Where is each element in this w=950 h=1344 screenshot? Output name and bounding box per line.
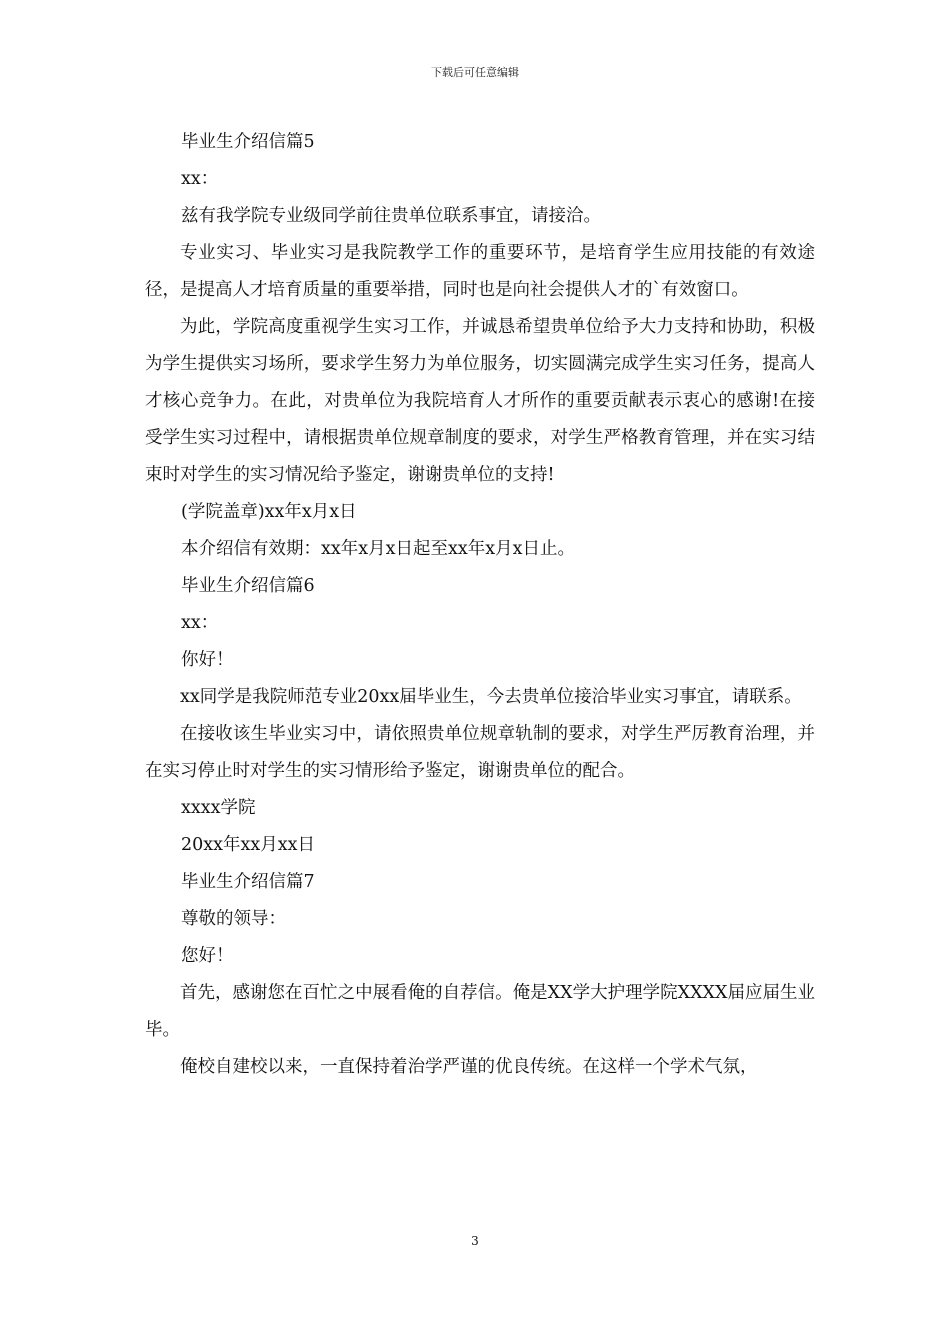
section-title-5: 毕业生介绍信篇5: [181, 132, 315, 152]
paragraph: 俺校自建校以来，一直保持着治学严谨的优良传统。在这样一个学术气氛，: [180, 1057, 758, 1077]
salutation: xx：: [181, 169, 219, 189]
paragraph: 为此，学院高度重视学生实习工作，并诚恳希望贵单位给予大力支持和协助，积极为学生提供实习场所，要求学生努力为单位服务，切实圆满完成学生实习任务，提高人才核心竞争力。在此，对贵单位为我院培育人才所作的重要贡献表示衷心的感谢!在接受学生实习过程中，请根据贵单位规章制度的要求，对学生严格教育管理，并在实习结束时对学生的实习情况给予鉴定，谢谢贵单位的支持!: [145, 317, 815, 485]
greeting: 您好！: [181, 946, 234, 966]
section-title-7: 毕业生介绍信篇7: [181, 872, 315, 892]
salutation: 尊敬的领导：: [181, 909, 286, 929]
paragraph: 首先，感谢您在百忙之中展看俺的自荐信。俺是XX学大护理学院XXXX届应届生业毕。: [145, 983, 815, 1040]
salutation: xx：: [181, 613, 219, 633]
paragraph: 兹有我学院专业级同学前往贵单位联系事宜，请接洽。: [181, 206, 601, 226]
paragraph: 专业实习、毕业实习是我院教学工作的重要环节，是培育学生应用技能的有效途径，是提高人才培育质量的重要举措，同时也是向社会提供人才的`有效窗口。: [145, 243, 815, 300]
document-body: [145, 124, 815, 1086]
greeting: 你好！: [181, 650, 234, 670]
validity-line: 本介绍信有效期：xx年x月x日起至xx年x月x日止。: [181, 539, 575, 559]
signature-line: xxxx学院: [181, 798, 256, 818]
page-number: 3: [471, 1234, 479, 1248]
paragraph: 在接收该生毕业实习中，请依照贵单位规章轨制的要求，对学生严厉教育治理，并在实习停止时对学生的实习情形给予鉴定，谢谢贵单位的配合。: [145, 724, 815, 781]
section-title-6: 毕业生介绍信篇6: [181, 576, 315, 596]
paragraph: xx同学是我院师范专业20xx届毕业生，今去贵单位接洽毕业实习事宜，请联系。: [180, 687, 802, 707]
page-header: 下载后可任意编辑: [431, 66, 519, 79]
date-line: 20xx年xx月xx日: [181, 835, 315, 855]
signature-line: (学院盖章)xx年x月x日: [181, 502, 357, 522]
